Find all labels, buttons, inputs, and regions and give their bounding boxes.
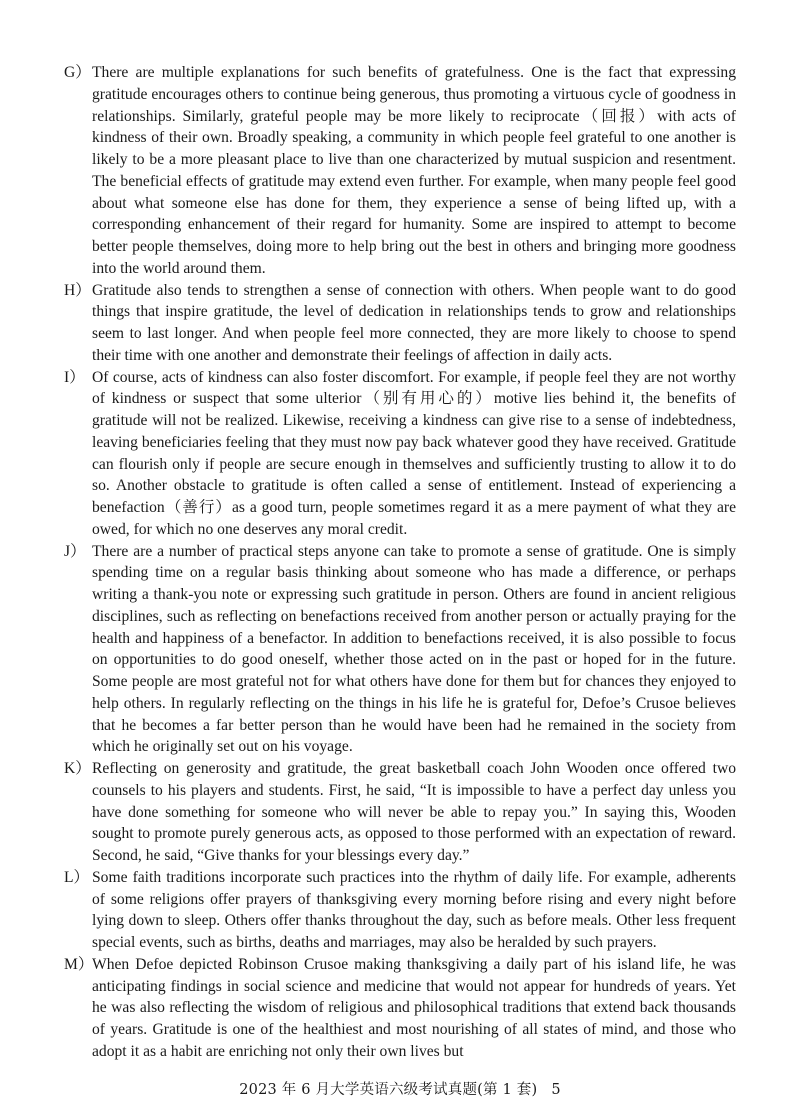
- paragraph-label: L）: [64, 868, 90, 886]
- page-footer: [0, 1078, 800, 1099]
- paragraph-text: There are a number of practical steps anyone can take to promote a sense of gratitude. One is simply spending time on a regular basis thinking about someone who has made a difference, or perhaps writing a thank-you note or expressing such gratitude in person. Others are found in ancient religious disciplines, such as reflecting on benefactions received from another person or actually praying for the health and happiness of a benefactor. In addition to benefactions received, it is also possible to focus on opportunities to do good oneself, whether those acted on in the past or hoped for in the future. Some people are most grateful not for what others have done for them but for chances they enjoyed to help others. In regularly reflecting on the things in his life he is grateful for, Defoe’s Crusoe believes that he becomes a far better person than he would have been had he remained in the society from which he originally set out on his voyage.: [92, 542, 736, 756]
- paragraph-i: [64, 367, 736, 541]
- paragraph-k: [64, 758, 736, 867]
- paragraph-label: M）: [64, 955, 94, 973]
- paragraph-text: Gratitude also tends to strengthen a sense of connection with others. When people want to do good things that inspire gratitude, the level of dedication in relationships tends to grow and relationships seem to last longer. And when people feel more connected, they are more likely to choose to spend their time with one another and demonstrate their feelings of affection in daily acts.: [92, 281, 736, 364]
- paragraph-label: H）: [64, 281, 91, 299]
- paragraph-text: When Defoe depicted Robinson Crusoe making thanksgiving a daily part of his island life, he was anticipating findings in social science and medicine that would not appear for hundreds of years. Yet he was also reflecting the wisdom of religious and philosophical traditions that extend back thousands of years. Gratitude is one of the healthiest and most nourishing of all states of mind, and those who adopt it as a habit are enriching not only their own lives but: [92, 955, 736, 1060]
- paragraph-text: Reflecting on generosity and gratitude, the great basketball coach John Wooden once offered two counsels to his players and students. First, he said, “It is impossible to have a perfect day unless you have done something for someone who will never be able to repay you.” In saying this, Wooden sought to promote purely generous acts, as opposed to those performed with an expectation of reward. Second, he said, “Give thanks for your blessings every day.”: [92, 760, 736, 864]
- page-number: 5: [551, 1082, 561, 1098]
- paragraph-text: Some faith traditions incorporate such practices into the rhythm of daily life. For example, adherents of some religions offer prayers of thanksgiving every morning before rising and every night before lying down to sleep. Others offer thanks throughout the day, such as before meals. Other less frequent special events, such as births, deaths and marriages, may also be heralded by such prayers.: [92, 868, 736, 951]
- paragraph-label: G）: [64, 64, 91, 81]
- paragraph-label: I）: [64, 368, 85, 386]
- paragraph-h: [64, 280, 736, 367]
- footer-title: 2023 年 6 月大学英语六级考试真题(第 1 套): [239, 1082, 538, 1098]
- paragraph-text: Of course, acts of kindness can also foster discomfort. For example, if people feel they are not worthy of kindness or suspect that some ulterior（别有用心的）motive lies behind it, the benefits of gratitude will not be realized. Likewise, receiving a kindness can give rise to a sense of indebtedness, leaving beneficiaries feeling that they must now pay back whatever good they have received. Gratitude can flourish only if people are secure enough in themselves and sufficiently trusting to allow it to do so. Another obstacle to gratitude is often called a sense of entitlement. Instead of experiencing a benefaction（善行）as a good turn, people sometimes regard it as a mere payment of what they are owed, for which no one deserves any moral credit.: [92, 368, 736, 538]
- paragraph-label: J）: [64, 542, 86, 560]
- paragraph-label: K）: [64, 760, 91, 777]
- document-body: [64, 62, 736, 1063]
- paragraph-g: [64, 62, 736, 280]
- paragraph-j: [64, 541, 736, 759]
- paragraph-text: There are multiple explanations for such benefits of gratefulness. One is the fact that expressing gratitude encourages others to continue being generous, thus promoting a virtuous cycle of goodness in relationships. Similarly, grateful people may be more likely to reciprocate（回报）with acts of kindness of their own. Broadly speaking, a community in which people feel grateful to one another is likely to be a more pleasant place to live than one characterized by mutual suspicion and resentment. The beneficial effects of gratitude may extend even further. For example, when many people feel good about what someone else has done for them, they experience a sense of being lifted up, with a corresponding enhancement of their regard for humanity. Some are inspired to attempt to become better people themselves, doing more to help bring out the best in others and bringing more goodness into the world around them.: [92, 64, 736, 277]
- paragraph-l: [64, 867, 736, 954]
- paragraph-m: [64, 954, 736, 1063]
